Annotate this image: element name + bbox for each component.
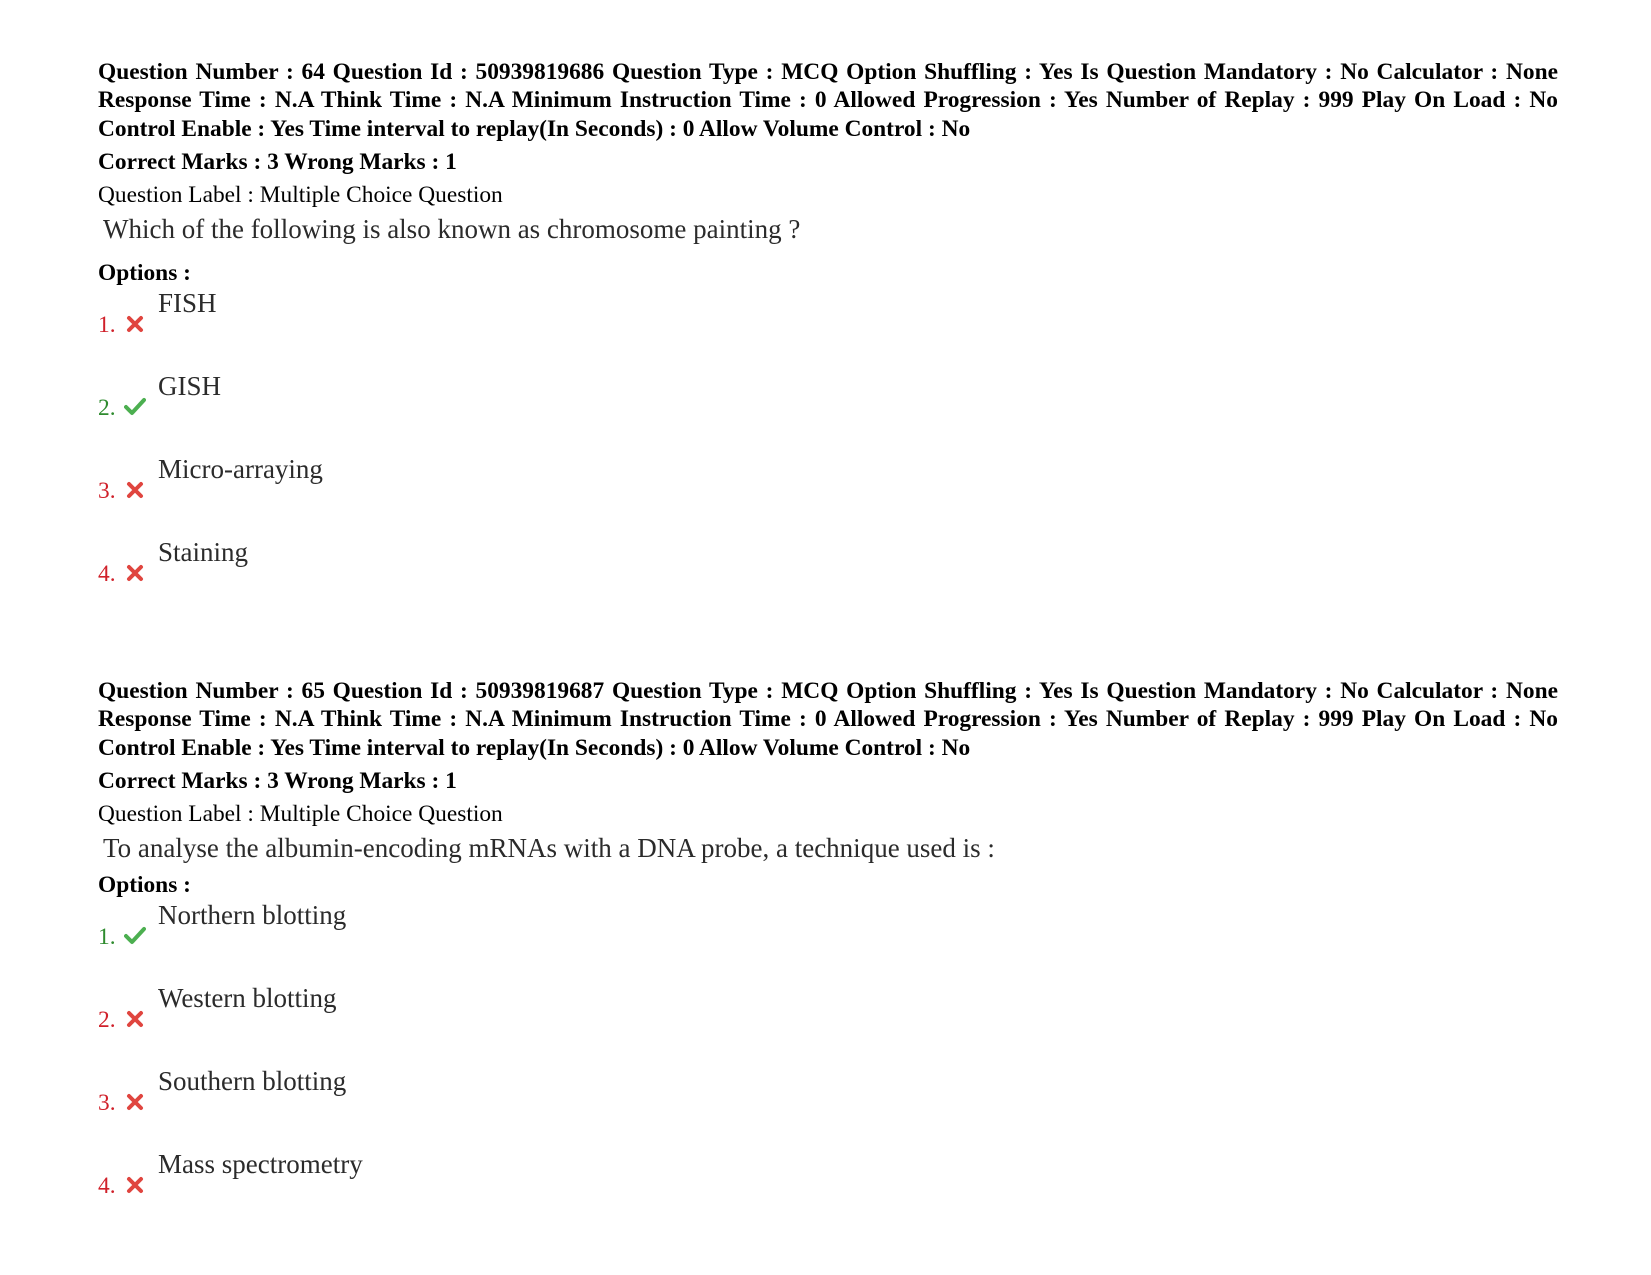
options-list <box>98 899 1558 1231</box>
cross-icon <box>124 1006 146 1030</box>
option-text: Northern blotting <box>158 900 347 931</box>
option-number: 4. <box>98 561 116 588</box>
option-number: 2. <box>98 395 116 422</box>
option-item <box>98 536 1558 619</box>
question-block <box>98 677 1558 1231</box>
marks-info: Correct Marks : 3 Wrong Marks : 1 <box>98 149 457 176</box>
question-label: Question Label : Multiple Choice Question <box>98 801 503 828</box>
question-meta-line: Load : No Control Enable : Yes Time interval to replay(In Seconds) : 0 Allow Volume Control : No <box>98 87 1558 142</box>
option-number: 1. <box>98 924 116 951</box>
option-number: 3. <box>98 1090 116 1117</box>
check-icon <box>124 394 146 418</box>
option-item <box>98 982 1558 1065</box>
options-list <box>98 287 1558 619</box>
option-item <box>98 1148 1558 1231</box>
question-meta <box>98 58 1558 143</box>
options-heading: Options : <box>98 260 191 287</box>
option-text: Western blotting <box>158 983 337 1014</box>
option-item <box>98 899 1558 982</box>
cross-icon <box>124 1172 146 1196</box>
cross-icon <box>124 311 146 335</box>
question-block <box>98 58 1558 619</box>
option-number: 4. <box>98 1173 116 1200</box>
marks-info: Correct Marks : 3 Wrong Marks : 1 <box>98 768 457 795</box>
option-item <box>98 1065 1558 1148</box>
option-number: 3. <box>98 478 116 505</box>
option-item <box>98 453 1558 536</box>
question-meta-line: Question Number : 65 Question Id : 50939819687 Question Type : MCQ Option Shuffling : Yes Is Question Mandatory : No Calculator : <box>98 678 1499 704</box>
question-meta-line: None Response Time : N.A Think Time : N.A Minimum Instruction Time : 0 Allowed Progression : Yes Number of Replay : 999 Play On <box>98 678 1558 733</box>
options-heading: Options : <box>98 872 191 899</box>
question-text: To analyse the albumin-encoding mRNAs with a DNA probe, a technique used is : <box>103 833 995 864</box>
option-text: Mass spectrometry <box>158 1149 363 1180</box>
question-meta <box>98 677 1558 762</box>
question-meta-line: None Response Time : N.A Think Time : N.A Minimum Instruction Time : 0 Allowed Progression : Yes Number of Replay : 999 Play On <box>98 59 1558 114</box>
option-text: Micro-arraying <box>158 454 323 485</box>
option-text: Southern blotting <box>158 1066 347 1097</box>
check-icon <box>124 923 146 947</box>
question-meta-line: Question Number : 64 Question Id : 50939819686 Question Type : MCQ Option Shuffling : Yes Is Question Mandatory : No Calculator : <box>98 59 1499 85</box>
option-text: FISH <box>158 288 217 319</box>
option-text: Staining <box>158 537 249 568</box>
question-meta-line: Load : No Control Enable : Yes Time interval to replay(In Seconds) : 0 Allow Volume Control : No <box>98 706 1558 761</box>
question-label: Question Label : Multiple Choice Question <box>98 182 503 209</box>
cross-icon <box>124 1089 146 1113</box>
option-text: GISH <box>158 371 222 402</box>
cross-icon <box>124 477 146 501</box>
question-text: Which of the following is also known as chromosome painting ? <box>103 214 801 245</box>
option-item <box>98 370 1558 453</box>
cross-icon <box>124 560 146 584</box>
option-item <box>98 287 1558 370</box>
option-number: 2. <box>98 1007 116 1034</box>
option-number: 1. <box>98 312 116 339</box>
